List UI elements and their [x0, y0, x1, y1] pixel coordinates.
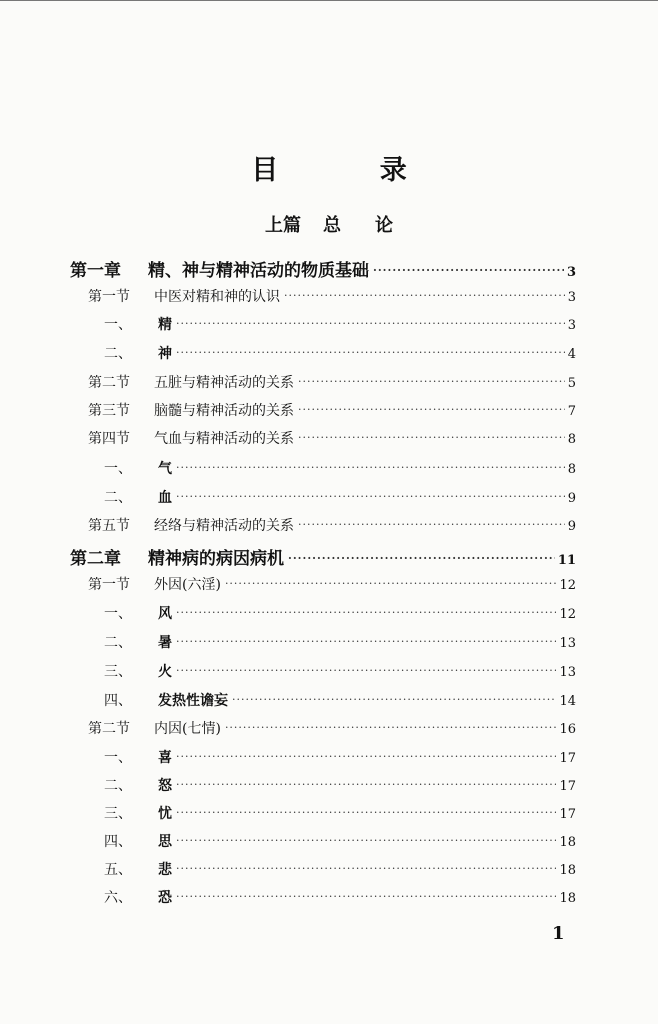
toc-entry-page: 12 [559, 607, 576, 622]
toc-entry-label: 二、 [104, 635, 132, 651]
toc-entry-page: 13 [559, 636, 576, 651]
toc-entry-item [104, 458, 576, 478]
toc-entry-page: 16 [559, 722, 576, 737]
toc-entry-page: 18 [559, 863, 576, 878]
toc-entry-item [104, 487, 576, 507]
toc-entry-label: 三、 [104, 806, 132, 822]
toc-entry-label: 二、 [104, 778, 132, 794]
toc-entry-item [104, 831, 576, 851]
toc-entry-label: 一、 [104, 750, 132, 766]
toc-entry-section [88, 372, 576, 392]
toc-entry-page: 12 [559, 578, 576, 593]
toc-leader-dots [176, 490, 565, 503]
toc-entry-label: 四、 [104, 834, 132, 850]
toc-entry-title: 悲 [158, 862, 172, 878]
toc-entry-title: 发热性谵妄 [158, 693, 228, 709]
part-title-word-1: 上篇 [265, 215, 301, 236]
toc-entry-title: 怒 [158, 778, 172, 794]
toc-leader-dots [176, 834, 556, 847]
toc-leader-dots [176, 317, 565, 330]
toc-leader-dots [176, 750, 556, 763]
toc-entry-page: 17 [559, 807, 576, 822]
toc-entry-page: 17 [559, 779, 576, 794]
toc-entry-title: 五脏与精神活动的关系 [154, 375, 294, 391]
toc-entry-label: 一、 [104, 606, 132, 622]
toc-entry-label: 第一章 [70, 261, 121, 281]
toc-entry-label: 二、 [104, 346, 132, 362]
toc-entry-item [104, 661, 576, 681]
toc-entry-label: 第三节 [88, 403, 130, 419]
toc-entry-section [88, 400, 576, 420]
toc-entry-page: 4 [567, 347, 576, 362]
toc-entry-page: 9 [567, 519, 576, 534]
toc-entry-section [88, 515, 576, 535]
toc-entry-label: 第二节 [88, 375, 130, 391]
toc-entry-item [104, 803, 576, 823]
toc-entry-page: 8 [567, 432, 576, 447]
toc-entry-label: 六、 [104, 890, 132, 906]
toc-entry-title: 火 [158, 664, 172, 680]
toc-entry-page: 8 [567, 462, 576, 477]
toc-entry-title: 气 [158, 461, 172, 477]
toc-entry-page: 3 [567, 290, 576, 305]
page-title: 目 录 [251, 155, 453, 186]
toc-entry-page: 18 [559, 835, 576, 850]
toc-entry-page: 13 [559, 665, 576, 680]
part-title [0, 211, 658, 237]
toc-entry-label: 一、 [104, 317, 132, 333]
toc-entry-label: 第一节 [88, 289, 130, 305]
toc-leader-dots [176, 890, 556, 903]
toc-leader-dots [176, 862, 556, 875]
toc-entry-page: 7 [567, 404, 576, 419]
toc-entry-item [104, 603, 576, 623]
page-top-edge [0, 0, 658, 1]
toc-entry-title: 中医对精和神的认识 [154, 289, 280, 305]
toc-entry-title: 喜 [158, 750, 172, 766]
toc-entry-title: 脑髓与精神活动的关系 [154, 403, 294, 419]
toc-leader-dots [176, 806, 556, 819]
toc-entry-title: 思 [158, 834, 172, 850]
toc-entry-title: 内因(七情) [154, 721, 221, 737]
toc-leader-dots [176, 606, 556, 619]
toc-leader-dots [284, 289, 565, 302]
toc-entry-title: 精神病的病因病机 [148, 549, 284, 569]
part-title-word-3: 论 [375, 215, 393, 236]
toc-entry-label: 第四节 [88, 431, 130, 447]
toc-entry-label: 第一节 [88, 577, 130, 593]
toc-entry-title: 神 [158, 346, 172, 362]
page-number: 1 [552, 923, 565, 944]
toc-entry-title: 暑 [158, 635, 172, 651]
toc-entry-title: 精、神与精神活动的物质基础 [148, 261, 369, 281]
toc-entry-item [104, 690, 576, 710]
toc-entry-title: 忧 [158, 806, 172, 822]
toc-leader-dots [176, 461, 565, 474]
toc-entry-title: 气血与精神活动的关系 [154, 431, 294, 447]
toc-entry-page: 14 [559, 694, 576, 709]
toc-leader-dots [232, 693, 556, 706]
toc-leader-dots [298, 518, 565, 531]
toc-entry-item [104, 314, 576, 334]
toc-leader-dots [176, 635, 556, 648]
toc-leader-dots [225, 577, 557, 590]
toc-entry-title: 精 [158, 317, 172, 333]
part-title-word-2: 总 [323, 215, 341, 236]
toc-entry-item [104, 775, 576, 795]
toc-entry-section [88, 286, 576, 306]
toc-entry-page: 3 [567, 318, 576, 333]
toc-entry-item [104, 859, 576, 879]
toc-leader-dots [176, 778, 556, 791]
toc-leader-dots [298, 431, 565, 444]
toc-entry-label: 第二节 [88, 721, 130, 737]
toc-entry-item [104, 887, 576, 907]
toc-entry-section [88, 574, 576, 594]
toc-entry-title: 外因(六淫) [154, 577, 221, 593]
toc-entry-label: 一、 [104, 461, 132, 477]
toc-entry-page: 5 [567, 376, 576, 391]
toc-entry-page: 18 [559, 891, 576, 906]
toc-entry-label: 四、 [104, 693, 132, 709]
toc-entry-label: 第五节 [88, 518, 130, 534]
toc-entry-section [88, 428, 576, 448]
toc-entry-section [88, 718, 576, 738]
toc-leader-dots [298, 375, 565, 388]
toc-entry-item [104, 747, 576, 767]
toc-leader-dots [225, 721, 557, 734]
toc-entry-item [104, 343, 576, 363]
toc-leader-dots [288, 552, 555, 565]
toc-entry-label: 第二章 [70, 549, 121, 569]
toc-entry-label: 三、 [104, 664, 132, 680]
toc-entry-title: 风 [158, 606, 172, 622]
toc-entry-label: 五、 [104, 862, 132, 878]
toc-leader-dots [373, 264, 564, 277]
toc-entry-item [104, 632, 576, 652]
toc-leader-dots [298, 403, 565, 416]
toc-entry-page: 9 [567, 491, 576, 506]
toc-entry-title: 恐 [158, 890, 172, 906]
toc-entry-title: 血 [158, 490, 172, 506]
toc-entry-label: 二、 [104, 490, 132, 506]
toc-entry-chapter [70, 544, 576, 569]
toc-entry-title: 经络与精神活动的关系 [154, 518, 294, 534]
toc-entry-page: 3 [566, 265, 576, 280]
toc-entry-page: 17 [559, 751, 576, 766]
toc-entry-page: 11 [557, 553, 576, 568]
toc-entry-chapter [70, 256, 576, 281]
toc-leader-dots [176, 664, 556, 677]
toc-leader-dots [176, 346, 565, 359]
